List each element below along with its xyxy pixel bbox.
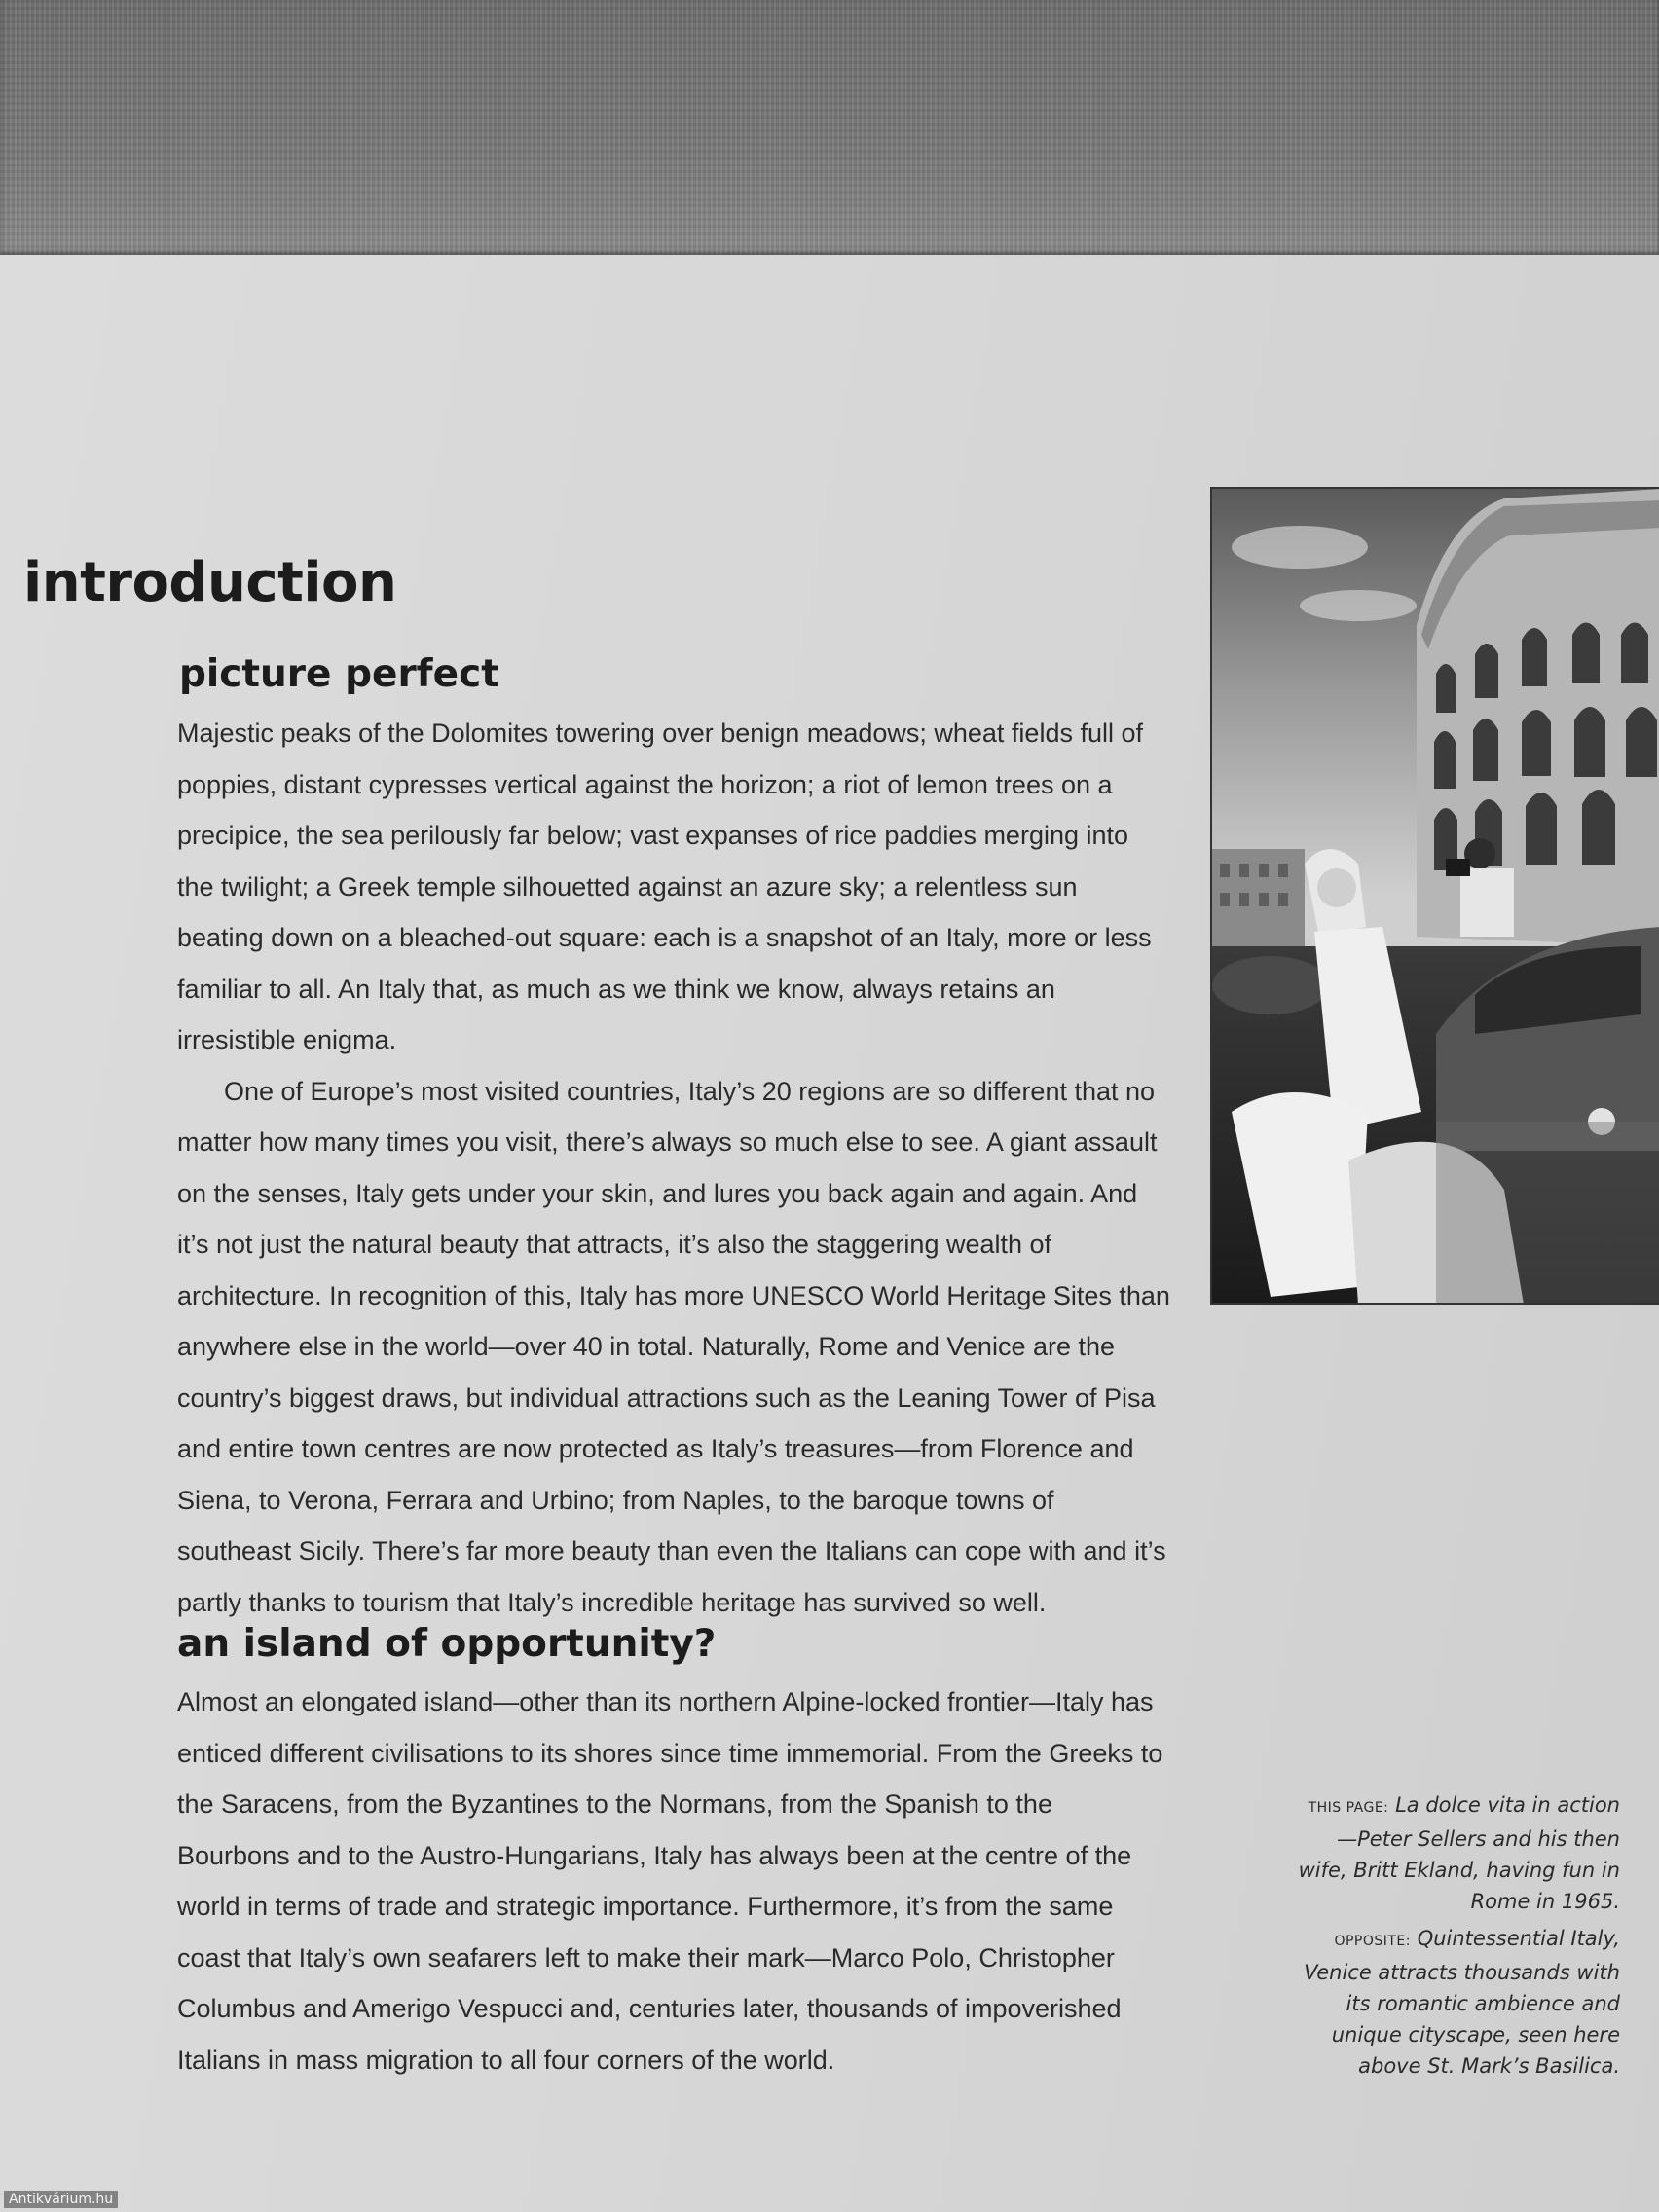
watermark: Antikvárium.hu bbox=[4, 2191, 118, 2208]
background-surface bbox=[0, 0, 1659, 255]
caption-label: OPPOSITE: bbox=[1334, 1934, 1411, 1949]
caption-text: La dolce vita in action—Peter Sellers and his then wife, Britt Ekland, having fun in Rome in 1965. bbox=[1298, 1793, 1620, 1913]
section-island-body bbox=[177, 1677, 1170, 2085]
colosseum-photo bbox=[1210, 487, 1659, 1305]
page-title: introduction bbox=[23, 551, 397, 614]
section-picture-perfect-body bbox=[177, 708, 1170, 1628]
caption-text: Quintessential Italy, Venice attracts thousands with its romantic ambience and unique cityscape, seen here above St. Mark’s Basilica. bbox=[1304, 1927, 1620, 2078]
heading-island-of-opportunity: an island of opportunity? bbox=[177, 1622, 717, 1666]
paragraph: One of Europe’s most visited countries, Italy’s 20 regions are so different that no matter how many times you visit, there’s always so much else to see. A giant assault on the senses, Italy gets under your skin, and lures you back again and again. And it’s not just the natural beauty that attracts, it’s also the staggering wealth of architecture. In recognition of this, Italy has more UNESCO World Heritage Sites than anywhere else in the world—over 40 in total. Naturally, Rome and Venice are the country’s biggest draws, but individual attractions such as the Leaning Tower of Pisa and entire town centres are now protected as Italy’s treasures—from Florence and Siena, to Verona, Ferrara and Urbino; from Naples, to the baroque towns of southeast Sicily. There’s far more beauty than even the Italians can cope with and it’s partly thanks to tourism that Italy’s incredible heritage has survived so well. bbox=[177, 1076, 1170, 1617]
paragraph: Almost an elongated island—other than its northern Alpine-locked frontier—Italy has enticed different civilisations to its shores since time immemorial. From the Greeks to the Saracens, from the Byzantines to the Normans, from the Spanish to the Bourbons and to the Austro-Hungarians, Italy has always been at the centre of the world in terms of trade and strategic importance. Furthermore, it’s from the same coast that Italy’s own seafarers left to make their mark—Marco Polo, Christopher Columbus and Amerigo Vespucci and, centuries later, thousands of impoverished Italians in mass migration to all four corners of the world. bbox=[177, 1687, 1163, 2075]
caption-label: THIS PAGE: bbox=[1308, 1800, 1389, 1816]
paragraph: Majestic peaks of the Dolomites towering over benign meadows; wheat fields full of poppies, distant cypresses vertical against the horizon; a riot of lemon trees on a precipice, the sea perilously far below; vast expanses of rice paddies merging into the twilight; a Greek temple silhouetted against an azure sky; a relentless sun beating down on a bleached-out square: each is a snapshot of an Italy, more or less familiar to all. An Italy that, as much as we think we know, always retains an irresistible enigma. bbox=[177, 719, 1152, 1054]
photo-caption bbox=[1289, 1789, 1620, 2087]
caption-opposite bbox=[1289, 1923, 1620, 2082]
caption-this-page bbox=[1289, 1789, 1620, 1917]
heading-picture-perfect: picture perfect bbox=[179, 652, 499, 696]
colosseum-photo-illustration bbox=[1212, 489, 1659, 1305]
